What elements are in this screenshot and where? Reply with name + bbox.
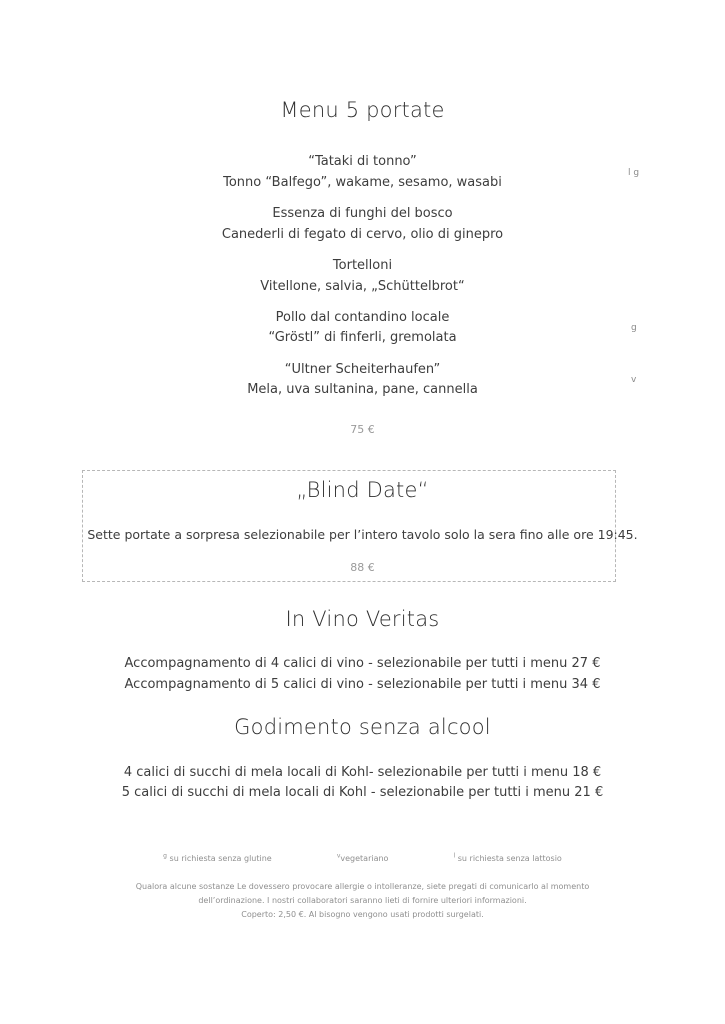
allergy-note-line-1: Qualora alcune sostanze Le dovessero provocare allergie o intolleranze, siete pregati di comunicarlo al momento [135, 882, 590, 891]
course-1-name: “Tataki di tonno” [308, 154, 417, 169]
legend-lactose: $^l$ su richiesta senza lattosio [453, 852, 562, 863]
blind-date-title: „Blind Date“ [296, 478, 429, 502]
blind-date-price: 88 € [350, 561, 375, 574]
cover-charge-note: Coperto: 2,50 €. Al bisogno vengono usati prodotti surgelati. [241, 910, 484, 919]
no-alcohol-line-1: 4 calici di succhi di mela locali di Kohl- selezionabile per tutti i menu 18 € [123, 765, 602, 780]
wine-line-2: Accompagnamento di 5 calici di vino - selezionabile per tutti i menu 34 € [124, 677, 601, 692]
course-4-diet-marker: g [631, 323, 637, 333]
course-1-diet-marker: l g [628, 168, 640, 178]
menu-title: Menu 5 portate [280, 98, 445, 122]
legend-gluten: $^g$ su richiesta senza glutine [163, 852, 272, 863]
diet-legend [0, 849, 725, 866]
course-3-description: Vitellone, salvia, „Schüttelbrot“ [260, 279, 465, 294]
course-1-description: Tonno “Balfego”, wakame, sesamo, wasabi [223, 175, 502, 190]
legend-lactose-mark: l [453, 852, 456, 859]
course-5-diet-marker: v [631, 375, 637, 385]
course-5-name: “Ultner Scheiterhaufen” [284, 362, 441, 377]
course-3-name: Tortelloni [332, 258, 393, 273]
wine-line-1: Accompagnamento di 4 calici di vino - selezionabile per tutti i menu 27 € [124, 656, 601, 671]
legend-gluten-mark: g [163, 852, 167, 859]
wine-title: In Vino Veritas [285, 607, 440, 631]
blind-date-description: Sette portate a sorpresa selezionabile per l’intero tavolo solo la sera fino alle ore 19:45. [87, 527, 638, 542]
course-2-description: Canederli di fegato di cervo, olio di ginepro [221, 227, 504, 242]
legend-vegetarian: $^v$vegetariano [336, 852, 389, 863]
legend-veg-mark: v [336, 852, 341, 859]
no-alcohol-title: Godimento senza alcool [234, 715, 491, 739]
course-4-description: “Gröstl” di finferli, gremolata [268, 330, 457, 345]
course-4-name: Pollo dal contandino locale [275, 310, 450, 325]
menu-price: 75 € [350, 423, 375, 436]
course-2-name: Essenza di funghi del bosco [272, 206, 453, 221]
no-alcohol-line-2: 5 calici di succhi di mela locali di Kohl - selezionabile per tutti i menu 21 € [121, 785, 604, 800]
allergy-note-line-2: dell’ordinazione. I nostri collaboratori saranno lieti di fornire ulteriori informazioni. [198, 896, 527, 905]
course-5-description: Mela, uva sultanina, pane, cannella [247, 382, 478, 397]
